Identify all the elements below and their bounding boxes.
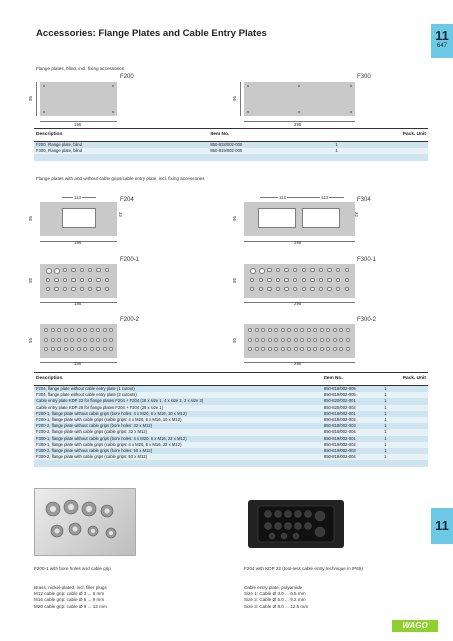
bore-hole — [63, 287, 67, 291]
bore-hole — [248, 338, 252, 342]
bore-hole — [313, 347, 317, 351]
bore-hole — [54, 287, 58, 291]
bore-hole — [267, 278, 271, 282]
table1 — [34, 128, 428, 161]
bore-hole — [267, 268, 271, 272]
bore-hole — [105, 268, 109, 272]
bore-hole — [88, 278, 92, 282]
bore-hole — [276, 287, 280, 291]
bore-hole — [310, 287, 314, 291]
bore-hole — [103, 347, 107, 351]
bore-hole — [51, 338, 55, 342]
bore-hole — [284, 268, 288, 272]
bore-hole — [346, 328, 350, 332]
side-chapter-number: 11 — [435, 518, 449, 533]
f300-plate — [244, 82, 355, 116]
bore-hole — [268, 328, 272, 332]
table1-header-pack: Pack. Unit — [333, 129, 428, 142]
table-row: F200-2, flange plate without cable grips (bore holes: 32 x M12) 850-818/002-003 1 — [34, 423, 428, 429]
bore-hole — [109, 338, 113, 342]
bore-hole — [250, 287, 254, 291]
bore-hole — [64, 328, 68, 332]
bore-hole — [261, 347, 265, 351]
photo-right-caption: F204 with KDP 22 (tool-less cable entry technique in IP65) — [244, 566, 363, 571]
f3002-width: 295 — [294, 361, 302, 366]
bore-hole — [77, 347, 81, 351]
bore-hole — [345, 268, 349, 272]
bore-hole — [302, 268, 306, 272]
bore-hole — [326, 347, 330, 351]
bore-hole — [302, 287, 306, 291]
bore-hole — [268, 347, 272, 351]
bore-hole — [103, 338, 107, 342]
f204-label: F204 — [120, 197, 134, 203]
bore-hole — [255, 328, 259, 332]
bore-hole — [346, 338, 350, 342]
bore-hole — [300, 347, 304, 351]
bore-hole — [250, 268, 256, 274]
f2002-label: F200-2 — [120, 317, 140, 323]
bore-hole — [268, 338, 272, 342]
photo-f2001 — [34, 488, 136, 556]
f2001-height: 95 — [27, 278, 33, 283]
f304-label: F304 — [357, 197, 371, 203]
bore-hole — [294, 338, 298, 342]
wago-logo: WAGO — [392, 620, 438, 632]
bore-hole — [339, 328, 343, 332]
bore-hole — [57, 328, 61, 332]
bore-hole — [300, 328, 304, 332]
bore-hole — [276, 268, 280, 272]
table2 — [34, 372, 428, 467]
bore-hole — [83, 338, 87, 342]
notes-left: Brass, nickel-plated, incl. filler plugs M12 cable grip: cable Ø 3 ... 6 mm M16 cable grip: cable Ø 5 ... 9 mm M20 cable grip: cable Ø 9 ... 13 mm — [34, 585, 107, 609]
f300-height: 95 — [231, 96, 237, 101]
bore-hole — [80, 287, 84, 291]
bore-hole — [294, 328, 298, 332]
bore-hole — [327, 287, 331, 291]
f3001-label: F300-1 — [357, 257, 377, 263]
bore-hole — [70, 347, 74, 351]
bore-hole — [276, 278, 280, 282]
bore-hole — [77, 328, 81, 332]
bore-hole — [96, 268, 100, 272]
bore-hole — [261, 328, 265, 332]
bore-hole — [90, 328, 94, 332]
photo-left-caption: F200-1 with bore holes and cable grip — [34, 566, 111, 571]
bore-hole — [310, 268, 314, 272]
table2-header-pack: Pack. Unit — [382, 373, 428, 386]
bore-hole — [319, 287, 323, 291]
f304-plate — [244, 202, 355, 236]
table-row: F300-2, flange plate without cable grips (bore holes: 50 x M12) 850-819/002-003 1 — [34, 448, 428, 454]
bore-hole — [105, 287, 109, 291]
f200-height: 95 — [27, 96, 33, 101]
bore-hole — [281, 338, 285, 342]
table-row: F300-1, flange plate with cable grips (cable grips: 4 x M20, 6 x M16, 22 x M12) 850-819/002-002 1 — [34, 442, 428, 448]
bore-hole — [339, 338, 343, 342]
bore-hole — [63, 268, 67, 272]
f3001-plate — [244, 264, 355, 298]
f304-top-width-a: 113 — [279, 195, 286, 200]
f200-plate — [40, 82, 117, 116]
bore-hole — [88, 287, 92, 291]
bore-hole — [307, 338, 311, 342]
bore-hole — [83, 328, 87, 332]
bore-hole — [90, 347, 94, 351]
bore-hole — [320, 328, 324, 332]
bore-hole — [90, 338, 94, 342]
f3001-width: 295 — [294, 301, 302, 306]
bore-hole — [96, 347, 100, 351]
bore-hole — [339, 347, 343, 351]
side-chapter-tab — [431, 508, 453, 544]
f204-height: 95 — [27, 216, 33, 221]
f2001-label: F200-1 — [120, 257, 140, 263]
bore-hole — [326, 328, 330, 332]
table-row: F300-1, flange plate without cable grips (bore holes: 4 x M20, 6 x M16, 22 x M12) 850-819/002-001 1 — [34, 436, 428, 442]
bore-hole — [310, 278, 314, 282]
bore-hole — [336, 287, 340, 291]
table-row: F304, flange plate without cable entry plate (2 cutouts) 850-819/002-005 1 — [34, 392, 428, 398]
bore-hole — [46, 268, 52, 274]
bore-hole — [96, 287, 100, 291]
bore-hole — [57, 338, 61, 342]
bore-hole — [287, 328, 291, 332]
f304-top-width-b: 113 — [321, 195, 328, 200]
bore-hole — [255, 338, 259, 342]
notes-right: Cable entry plate, polyamide Size 1: Cable Ø 3.0 ... 6.5 mm Size 2: Cable Ø 5.0 ... 9.2 mm Size 3: Cable Ø 8.0 ... 12.5 mm — [244, 585, 309, 609]
bore-hole — [326, 338, 330, 342]
bore-hole — [83, 347, 87, 351]
bore-hole — [333, 338, 337, 342]
f204-slot-height: 32 — [117, 212, 123, 217]
bore-hole — [63, 278, 67, 282]
bore-hole — [80, 268, 84, 272]
bore-hole — [71, 287, 75, 291]
bore-hole — [333, 328, 337, 332]
table1-header-desc: Description — [34, 129, 208, 142]
bore-hole — [96, 328, 100, 332]
bore-hole — [313, 328, 317, 332]
f200-label: F200 — [120, 74, 134, 80]
bore-hole — [302, 278, 306, 282]
bore-hole — [44, 328, 48, 332]
bore-hole — [71, 278, 75, 282]
bore-hole — [327, 278, 331, 282]
table2-header-desc: Description — [34, 373, 322, 386]
bore-hole — [77, 338, 81, 342]
bore-hole — [307, 328, 311, 332]
bore-hole — [281, 347, 285, 351]
bore-hole — [64, 347, 68, 351]
section1-heading: Flange plates, blind, incl. fixing accessories — [36, 66, 125, 71]
bore-hole — [255, 347, 259, 351]
bore-hole — [44, 347, 48, 351]
cable-entry-plate-illustration — [244, 486, 348, 556]
bore-hole — [259, 268, 265, 274]
section2-heading: Flange plates with and without cable grips/cable entry plate, incl. fixing accessories — [36, 176, 205, 181]
bore-hole — [281, 328, 285, 332]
table2-header-item: Item No. — [322, 373, 382, 386]
bore-hole — [96, 338, 100, 342]
bore-hole — [88, 268, 92, 272]
table-row: F200-2, flange plate with cable grips (cable grips: 32 x M12) 850-818/002-004 1 — [34, 429, 428, 435]
bore-hole — [267, 287, 271, 291]
f300-width: 295 — [294, 122, 302, 127]
bore-hole — [44, 338, 48, 342]
bore-hole — [319, 278, 323, 282]
bore-hole — [300, 338, 304, 342]
bore-hole — [320, 338, 324, 342]
bore-hole — [51, 347, 55, 351]
f300-label: F300 — [357, 74, 371, 80]
f204-top-width: 113 — [74, 195, 81, 200]
bore-hole — [319, 268, 323, 272]
table-row: F200, Flange plate, blind 850-818/002-000 1 — [34, 142, 428, 149]
bore-hole — [274, 338, 278, 342]
bore-hole — [293, 278, 297, 282]
bore-hole — [287, 338, 291, 342]
bore-hole — [70, 338, 74, 342]
f304-height: 95 — [231, 216, 237, 221]
bore-hole — [320, 347, 324, 351]
bore-hole — [336, 278, 340, 282]
bore-hole — [345, 278, 349, 282]
table-row: F200-1, flange plate without cable grips (bore holes: 4 x M20, 6 x M16, 10 x M12) 850-818/002-001 1 — [34, 411, 428, 417]
cable-grips-illustration — [35, 489, 135, 555]
bore-hole — [54, 268, 60, 274]
bore-hole — [64, 338, 68, 342]
f3002-label: F300-2 — [357, 317, 377, 323]
bore-hole — [109, 328, 113, 332]
bore-hole — [274, 328, 278, 332]
bore-hole — [284, 278, 288, 282]
f304-width: 295 — [294, 240, 302, 245]
bore-hole — [274, 347, 278, 351]
bore-hole — [294, 347, 298, 351]
bore-hole — [109, 347, 113, 351]
table-row: Cable entry plate KDP 22 for flange plates F204 + F304 (16 x size 1, 4 x size 2, 2 x size 3) 850-820/002-001 1 — [34, 398, 428, 404]
bore-hole — [259, 287, 263, 291]
bore-hole — [293, 268, 297, 272]
bore-hole — [54, 278, 58, 282]
bore-hole — [57, 347, 61, 351]
bore-hole — [46, 287, 50, 291]
bore-hole — [327, 268, 331, 272]
table-row: F300, Flange plate, blind 850-819/002-000 1 — [34, 148, 428, 154]
table-row: F204, flange plate without cable entry plate (1 cutout) 850-818/002-005 1 — [34, 386, 428, 393]
f204-plate — [40, 202, 117, 236]
bore-hole — [336, 268, 340, 272]
bore-hole — [250, 278, 254, 282]
page-title: Accessories: Flange Plates and Cable Entry Plates — [36, 28, 267, 39]
bore-hole — [51, 328, 55, 332]
f2001-plate — [40, 264, 117, 298]
table-row: F200-1, flange plate with cable grips (cable grips: 4 x M20, 6 x M16, 10 x M12) 850-818/002-002 1 — [34, 417, 428, 423]
bore-hole — [313, 338, 317, 342]
bore-hole — [307, 347, 311, 351]
bore-hole — [80, 278, 84, 282]
f304-slot-height: 32 — [353, 212, 359, 217]
bore-hole — [284, 287, 288, 291]
f3001-height: 95 — [231, 278, 237, 283]
f3002-plate — [244, 324, 355, 358]
chapter-tab — [431, 24, 453, 58]
bore-hole — [259, 278, 263, 282]
bore-hole — [346, 347, 350, 351]
bore-hole — [71, 268, 75, 272]
bore-hole — [333, 347, 337, 351]
bore-hole — [105, 278, 109, 282]
f2002-plate — [40, 324, 117, 358]
bore-hole — [103, 328, 107, 332]
f2002-height: 95 — [27, 338, 33, 343]
chapter-number: 11 — [435, 28, 449, 43]
f200-width: 195 — [74, 122, 82, 127]
f204-width: 195 — [74, 240, 82, 245]
bore-hole — [46, 278, 50, 282]
f3002-height: 95 — [231, 338, 237, 343]
table-row: F300-2, flange plate with cable grips (cable grips: 50 x M12) 850-819/002-004 1 — [34, 454, 428, 460]
bore-hole — [96, 278, 100, 282]
f2002-width: 195 — [74, 361, 82, 366]
bore-hole — [287, 347, 291, 351]
table-row: Cable entry plate KDP 29 for flange plates F204 + F304 (29 x size 1) 850-820/002-002 1 — [34, 405, 428, 411]
bore-hole — [248, 328, 252, 332]
table1-header-item: Item No. — [208, 129, 333, 142]
bore-hole — [345, 287, 349, 291]
f2001-width: 195 — [74, 301, 82, 306]
bore-hole — [70, 328, 74, 332]
page-number: 647 — [436, 43, 447, 49]
bore-hole — [261, 338, 265, 342]
bore-hole — [248, 347, 252, 351]
photo-f204-kdp22 — [244, 486, 348, 556]
bore-hole — [293, 287, 297, 291]
